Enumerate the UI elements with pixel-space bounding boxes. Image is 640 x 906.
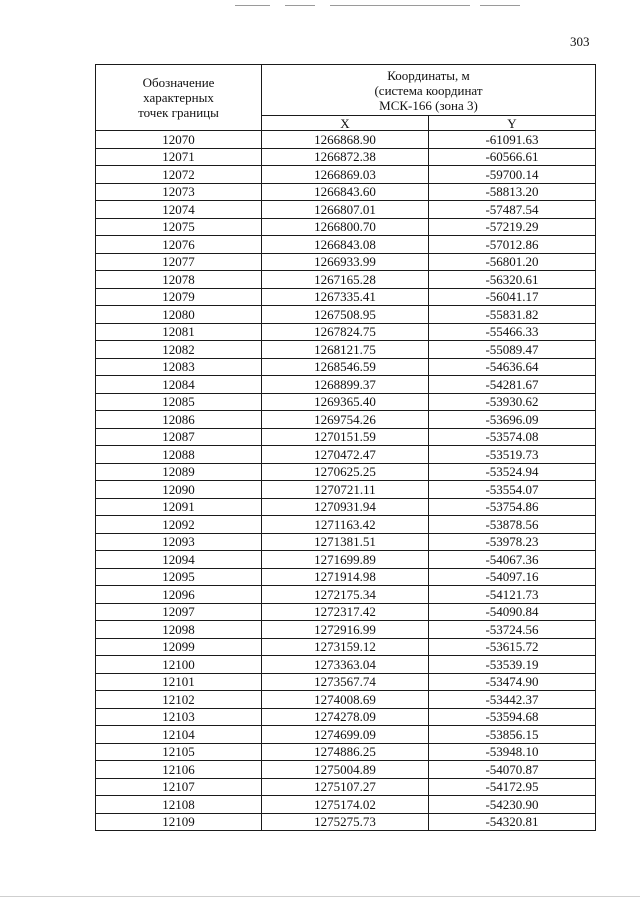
table-row: [96, 236, 596, 254]
x-coordinate-cell: 1274886.25: [262, 743, 429, 761]
point-id-cell: 12098: [96, 621, 262, 639]
scan-artifact-line: [235, 5, 270, 6]
x-coordinate-cell: 1272916.99: [262, 621, 429, 639]
point-id-cell: 12091: [96, 498, 262, 516]
y-coordinate-cell: -53442.37: [429, 691, 596, 709]
x-coordinate-cell: 1266800.70: [262, 218, 429, 236]
point-id-cell: 12079: [96, 288, 262, 306]
x-coordinate-cell: 1266868.90: [262, 131, 429, 149]
y-coordinate-cell: -53696.09: [429, 411, 596, 429]
table-row: [96, 131, 596, 149]
point-id-cell: 12088: [96, 446, 262, 464]
x-coordinate-cell: 1272317.42: [262, 603, 429, 621]
scan-artifact-line: [330, 5, 470, 6]
table-row: [96, 726, 596, 744]
x-coordinate-cell: 1270625.25: [262, 463, 429, 481]
point-id-cell: 12108: [96, 796, 262, 814]
coords-header-line: Координаты, м: [387, 67, 470, 83]
y-coordinate-cell: -53978.23: [429, 533, 596, 551]
x-coordinate-cell: 1268899.37: [262, 376, 429, 394]
y-coordinate-cell: -54070.87: [429, 761, 596, 779]
table-row: [96, 813, 596, 831]
x-coordinate-cell: 1267508.95: [262, 306, 429, 324]
point-id-cell: 12071: [96, 148, 262, 166]
y-coordinate-cell: -61091.63: [429, 131, 596, 149]
table-row: [96, 516, 596, 534]
y-coordinate-cell: -54230.90: [429, 796, 596, 814]
x-coordinate-cell: 1270721.11: [262, 481, 429, 499]
x-coordinate-cell: 1273363.04: [262, 656, 429, 674]
table-row: [96, 621, 596, 639]
y-coordinate-cell: -56320.61: [429, 271, 596, 289]
page-bottom-edge: [0, 896, 640, 897]
table-row: [96, 568, 596, 586]
y-coordinate-cell: -57012.86: [429, 236, 596, 254]
y-coordinate-cell: -53930.62: [429, 393, 596, 411]
y-coordinate-cell: -55089.47: [429, 341, 596, 359]
point-id-cell: 12083: [96, 358, 262, 376]
table-row: [96, 428, 596, 446]
y-coordinate-cell: -60566.61: [429, 148, 596, 166]
point-id-cell: 12082: [96, 341, 262, 359]
x-coordinate-cell: 1270151.59: [262, 428, 429, 446]
table-row: [96, 411, 596, 429]
coords-header-line: (система координат: [374, 82, 483, 98]
table-row: [96, 253, 596, 271]
y-coordinate-cell: -53754.86: [429, 498, 596, 516]
x-coordinate-cell: 1275275.73: [262, 813, 429, 831]
table-row: [96, 271, 596, 289]
y-coordinate-cell: -53594.68: [429, 708, 596, 726]
table-row: [96, 551, 596, 569]
x-coordinate-cell: 1274278.09: [262, 708, 429, 726]
table-row: [96, 708, 596, 726]
point-id-cell: 12072: [96, 166, 262, 184]
y-coordinate-cell: -54097.16: [429, 568, 596, 586]
point-id-cell: 12070: [96, 131, 262, 149]
y-coordinate-cell: -56801.20: [429, 253, 596, 271]
x-coordinate-cell: 1275004.89: [262, 761, 429, 779]
point-id-cell: 12107: [96, 778, 262, 796]
x-coordinate-cell: 1269754.26: [262, 411, 429, 429]
y-coordinate-cell: -53524.94: [429, 463, 596, 481]
point-id-cell: 12078: [96, 271, 262, 289]
point-id-cell: 12099: [96, 638, 262, 656]
table-row: [96, 358, 596, 376]
table-row: [96, 446, 596, 464]
table-row: [96, 201, 596, 219]
point-id-cell: 12104: [96, 726, 262, 744]
x-coordinate-cell: 1267824.75: [262, 323, 429, 341]
x-column-header: X: [262, 116, 429, 131]
table-row: [96, 376, 596, 394]
coords-header-line: МСК-166 (зона 3): [379, 97, 478, 113]
y-coordinate-cell: -53519.73: [429, 446, 596, 464]
y-coordinate-cell: -53615.72: [429, 638, 596, 656]
x-coordinate-cell: 1266869.03: [262, 166, 429, 184]
y-coordinate-cell: -55466.33: [429, 323, 596, 341]
table-row: [96, 323, 596, 341]
x-coordinate-cell: 1274699.09: [262, 726, 429, 744]
table-header: [96, 65, 596, 131]
point-id-cell: 12073: [96, 183, 262, 201]
y-coordinate-cell: -53878.56: [429, 516, 596, 534]
x-coordinate-cell: 1268121.75: [262, 341, 429, 359]
point-id-cell: 12087: [96, 428, 262, 446]
table-row: [96, 148, 596, 166]
point-id-cell: 12080: [96, 306, 262, 324]
table-row: [96, 761, 596, 779]
point-id-cell: 12094: [96, 551, 262, 569]
point-id-cell: 12096: [96, 586, 262, 604]
point-designation-header: [96, 65, 262, 131]
point-id-cell: 12077: [96, 253, 262, 271]
x-coordinate-cell: 1271381.51: [262, 533, 429, 551]
y-coordinate-cell: -57219.29: [429, 218, 596, 236]
y-coordinate-cell: -57487.54: [429, 201, 596, 219]
point-header-line: Обозначение: [142, 75, 215, 90]
x-coordinate-cell: 1266807.01: [262, 201, 429, 219]
table-row: [96, 481, 596, 499]
x-coordinate-cell: 1271163.42: [262, 516, 429, 534]
point-id-cell: 12085: [96, 393, 262, 411]
x-coordinate-cell: 1266872.38: [262, 148, 429, 166]
point-id-cell: 12076: [96, 236, 262, 254]
point-id-cell: 12090: [96, 481, 262, 499]
y-column-header: Y: [429, 116, 596, 131]
table-row: [96, 498, 596, 516]
y-coordinate-cell: -53856.15: [429, 726, 596, 744]
y-coordinate-cell: -58813.20: [429, 183, 596, 201]
table-row: [96, 288, 596, 306]
point-id-cell: 12092: [96, 516, 262, 534]
x-coordinate-cell: 1271914.98: [262, 568, 429, 586]
table-row: [96, 796, 596, 814]
x-coordinate-cell: 1267165.28: [262, 271, 429, 289]
point-id-cell: 12105: [96, 743, 262, 761]
point-id-cell: 12086: [96, 411, 262, 429]
point-id-cell: 12101: [96, 673, 262, 691]
point-id-cell: 12075: [96, 218, 262, 236]
y-coordinate-cell: -54121.73: [429, 586, 596, 604]
y-coordinate-cell: -53948.10: [429, 743, 596, 761]
point-id-cell: 12109: [96, 813, 262, 831]
scan-artifact-line: [285, 5, 315, 6]
x-coordinate-cell: 1269365.40: [262, 393, 429, 411]
y-coordinate-cell: -54090.84: [429, 603, 596, 621]
y-coordinate-cell: -53554.07: [429, 481, 596, 499]
y-coordinate-cell: -53724.56: [429, 621, 596, 639]
table-row: [96, 341, 596, 359]
y-coordinate-cell: -54320.81: [429, 813, 596, 831]
y-coordinate-cell: -55831.82: [429, 306, 596, 324]
table-body: [96, 131, 596, 831]
point-id-cell: 12106: [96, 761, 262, 779]
y-coordinate-cell: -56041.17: [429, 288, 596, 306]
table-row: [96, 673, 596, 691]
x-coordinate-cell: 1266933.99: [262, 253, 429, 271]
x-coordinate-cell: 1270931.94: [262, 498, 429, 516]
table-row: [96, 183, 596, 201]
coordinates-header: [262, 65, 596, 116]
y-coordinate-cell: -54172.95: [429, 778, 596, 796]
x-coordinate-cell: 1274008.69: [262, 691, 429, 709]
table-row: [96, 306, 596, 324]
point-id-cell: 12089: [96, 463, 262, 481]
y-coordinate-cell: -54067.36: [429, 551, 596, 569]
point-id-cell: 12103: [96, 708, 262, 726]
x-coordinate-cell: 1273567.74: [262, 673, 429, 691]
page-number: 303: [570, 34, 590, 49]
table-row: [96, 586, 596, 604]
x-coordinate-cell: 1266843.60: [262, 183, 429, 201]
table-row: [96, 603, 596, 621]
x-coordinate-cell: 1266843.08: [262, 236, 429, 254]
y-coordinate-cell: -54281.67: [429, 376, 596, 394]
x-coordinate-cell: 1272175.34: [262, 586, 429, 604]
x-coordinate-cell: 1270472.47: [262, 446, 429, 464]
table-row: [96, 166, 596, 184]
y-coordinate-cell: -53539.19: [429, 656, 596, 674]
boundary-points-table: [95, 64, 596, 831]
y-coordinate-cell: -53574.08: [429, 428, 596, 446]
x-coordinate-cell: 1271699.89: [262, 551, 429, 569]
point-id-cell: 12081: [96, 323, 262, 341]
x-coordinate-cell: 1273159.12: [262, 638, 429, 656]
point-header-line: характерных: [143, 90, 214, 105]
point-id-cell: 12097: [96, 603, 262, 621]
table-row: [96, 533, 596, 551]
table-row: [96, 656, 596, 674]
point-id-cell: 12102: [96, 691, 262, 709]
table-row: [96, 778, 596, 796]
y-coordinate-cell: -59700.14: [429, 166, 596, 184]
table-row: [96, 218, 596, 236]
point-id-cell: 12095: [96, 568, 262, 586]
point-header-line: точек границы: [138, 105, 219, 120]
y-coordinate-cell: -54636.64: [429, 358, 596, 376]
point-id-cell: 12100: [96, 656, 262, 674]
x-coordinate-cell: 1268546.59: [262, 358, 429, 376]
point-id-cell: 12084: [96, 376, 262, 394]
table-row: [96, 638, 596, 656]
table-row: [96, 463, 596, 481]
point-id-cell: 12074: [96, 201, 262, 219]
scan-artifact-line: [480, 5, 520, 6]
table-row: [96, 743, 596, 761]
x-coordinate-cell: 1275107.27: [262, 778, 429, 796]
y-coordinate-cell: -53474.90: [429, 673, 596, 691]
x-coordinate-cell: 1275174.02: [262, 796, 429, 814]
table-row: [96, 393, 596, 411]
table-row: [96, 691, 596, 709]
point-id-cell: 12093: [96, 533, 262, 551]
x-coordinate-cell: 1267335.41: [262, 288, 429, 306]
